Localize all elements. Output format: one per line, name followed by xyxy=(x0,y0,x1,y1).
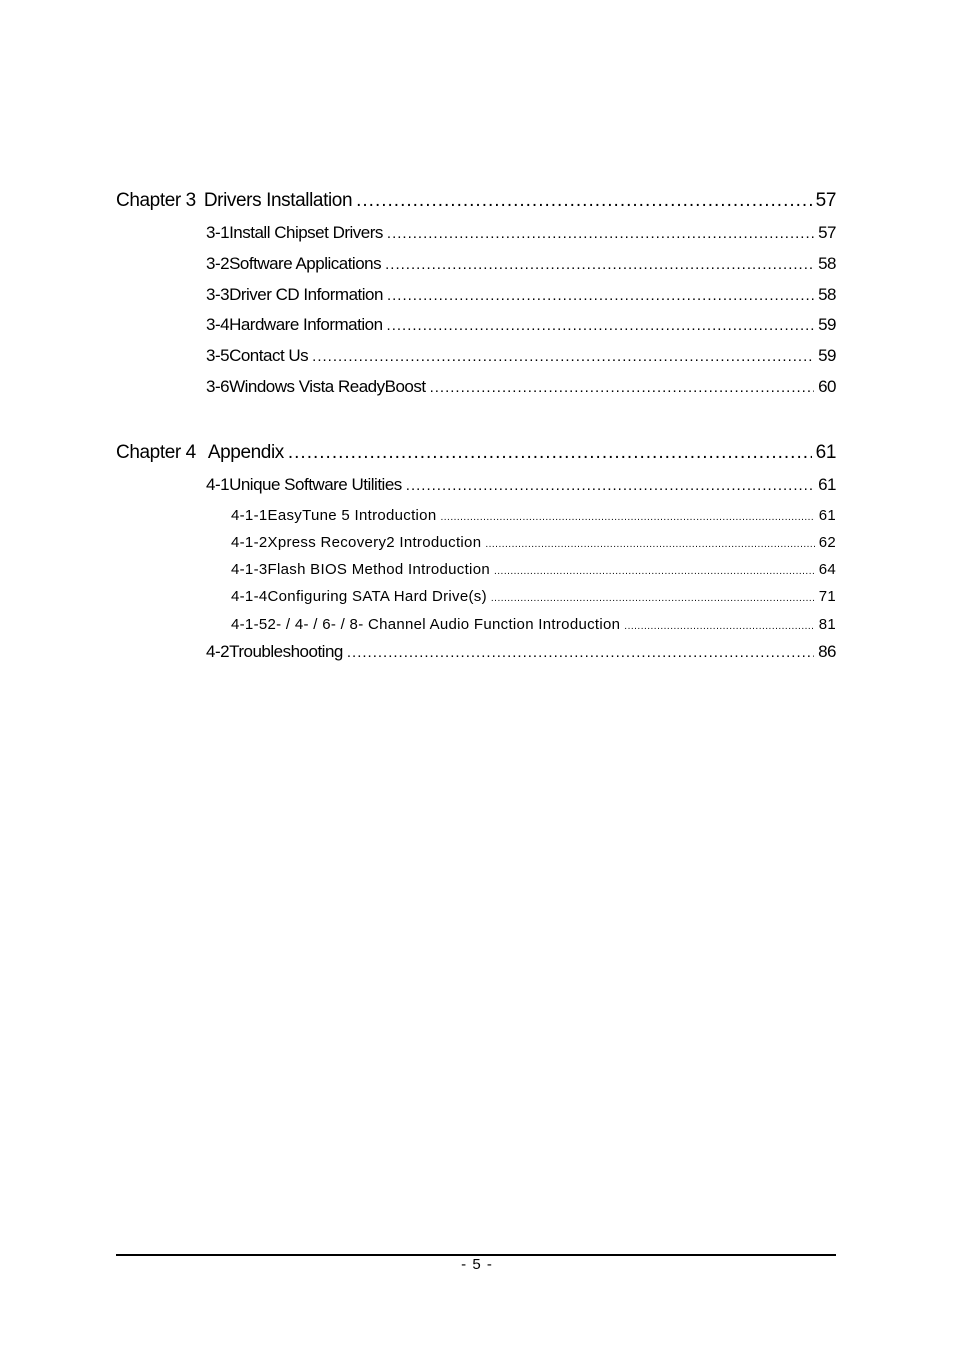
chapter-number: Chapter 3 xyxy=(116,190,196,211)
page-number: 64 xyxy=(818,561,836,578)
subsection-title: EasyTune 5 Introduction xyxy=(267,507,437,524)
page-number: 71 xyxy=(818,588,836,605)
page-number: 81 xyxy=(818,616,836,633)
section-number: 3-6 xyxy=(206,377,230,396)
section-number: 3-4 xyxy=(206,315,230,334)
dot-leader xyxy=(430,379,814,396)
page-number: 58 xyxy=(818,285,836,304)
section-title: Install Chipset Drivers xyxy=(229,223,383,242)
section-title: Windows Vista ReadyBoost xyxy=(229,377,426,396)
dot-leader xyxy=(387,287,814,304)
dot-leader xyxy=(485,539,814,550)
subsection-number: 4-1-2 xyxy=(231,534,268,551)
toc-subsection-4-1-5[interactable] xyxy=(231,616,836,633)
section-title: Contact Us xyxy=(229,346,309,365)
page-number: 58 xyxy=(818,254,836,273)
subsection-number: 4-1-5 xyxy=(231,616,268,633)
subsection-title: Xpress Recovery2 Introduction xyxy=(267,534,482,551)
section-title: Driver CD Information xyxy=(229,285,383,304)
page-number: 59 xyxy=(818,346,836,365)
chapter-title: Appendix xyxy=(207,442,284,463)
section-number: 3-1 xyxy=(206,223,230,242)
dot-leader xyxy=(387,225,814,242)
subsection-number: 4-1-4 xyxy=(231,588,268,605)
subsection-number: 4-1-3 xyxy=(231,561,268,578)
section-number: 3-2 xyxy=(206,254,230,273)
subsection-title: Flash BIOS Method Introduction xyxy=(267,561,490,578)
toc-subsection-4-1-3[interactable] xyxy=(231,561,836,578)
footer-page-number: - 5 - xyxy=(461,1256,493,1273)
subsection-title: Configuring SATA Hard Drive(s) xyxy=(267,588,487,605)
section-number: 4-2 xyxy=(206,642,230,661)
section-title: Troubleshooting xyxy=(229,642,343,661)
page-number: 59 xyxy=(818,315,836,334)
subsection-title: 2- / 4- / 6- / 8- Channel Audio Function Introduction xyxy=(267,616,621,633)
page-number: 62 xyxy=(818,534,836,551)
toc-section-4-1[interactable] xyxy=(206,475,836,495)
dot-leader xyxy=(494,566,815,577)
page-number: 57 xyxy=(818,223,836,242)
dot-leader xyxy=(312,348,814,365)
dot-leader xyxy=(406,477,814,494)
dot-leader xyxy=(347,644,814,661)
toc-section-3-2[interactable] xyxy=(206,254,836,274)
dot-leader xyxy=(491,593,815,604)
dot-leader xyxy=(387,317,815,334)
chapter-title: Drivers Installation xyxy=(203,190,353,211)
section-number: 3-5 xyxy=(206,346,230,365)
toc-subsection-4-1-4[interactable] xyxy=(231,588,836,605)
dot-leader xyxy=(624,621,814,632)
page-number: 57 xyxy=(815,190,836,211)
toc-section-3-6[interactable] xyxy=(206,377,836,397)
page-number: 61 xyxy=(818,475,836,494)
section-title: Unique Software Utilities xyxy=(229,475,402,494)
dot-leader xyxy=(385,256,814,273)
page-number: 86 xyxy=(818,642,836,661)
section-number: 4-1 xyxy=(206,475,230,494)
toc-section-3-3[interactable] xyxy=(206,285,836,305)
chapter-number: Chapter 4 xyxy=(116,442,196,463)
section-title: Hardware Information xyxy=(229,315,383,334)
toc-subsection-4-1-1[interactable] xyxy=(231,507,836,524)
toc-chapter-4[interactable] xyxy=(116,442,836,464)
page-number: 60 xyxy=(818,377,836,396)
section-title: Software Applications xyxy=(229,254,382,273)
toc-section-4-2[interactable] xyxy=(206,642,836,662)
toc-chapter-3[interactable] xyxy=(116,190,836,212)
page-number: 61 xyxy=(815,442,836,463)
subsection-number: 4-1-1 xyxy=(231,507,268,524)
toc-section-3-4[interactable] xyxy=(206,315,836,335)
dot-leader xyxy=(356,190,812,212)
toc-subsection-4-1-2[interactable] xyxy=(231,534,836,551)
page-number: 61 xyxy=(818,507,836,524)
toc-section-3-1[interactable] xyxy=(206,223,836,243)
dot-leader xyxy=(440,512,814,523)
dot-leader xyxy=(288,442,812,464)
toc-section-3-5[interactable] xyxy=(206,346,836,366)
section-number: 3-3 xyxy=(206,285,230,304)
